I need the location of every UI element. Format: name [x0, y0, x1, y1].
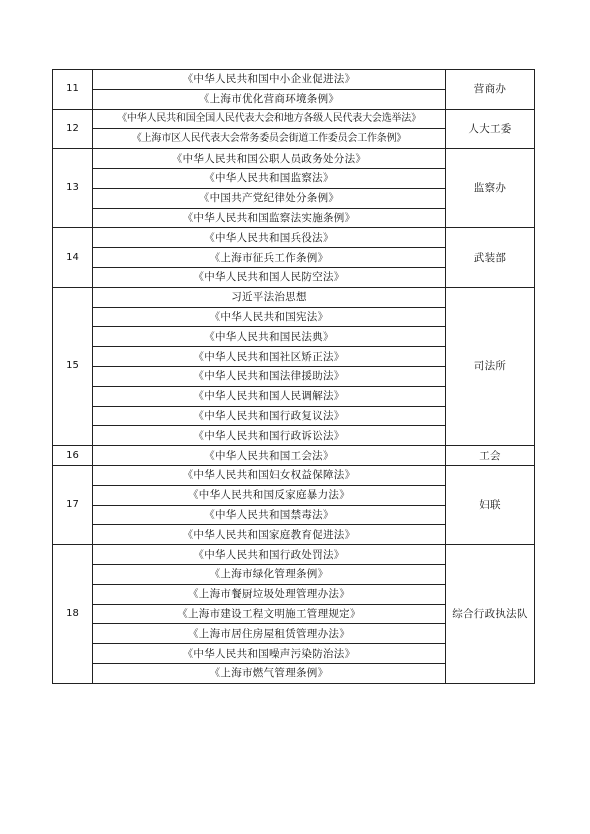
- law-name-cell: 《上海市优化营商环境条例》: [93, 89, 446, 109]
- law-name-cell: 《中华人民共和国行政处罚法》: [93, 545, 446, 565]
- table-row: [53, 228, 535, 248]
- law-name-cell: 《中华人民共和国噪声污染防治法》: [93, 644, 446, 664]
- item-number-cell: 11: [53, 70, 93, 110]
- responsible-department-cell: 武装部: [446, 228, 535, 287]
- responsible-department-cell: 综合行政执法队: [446, 545, 535, 684]
- item-number-cell: 17: [53, 465, 93, 544]
- item-number-cell: 15: [53, 287, 93, 445]
- law-name-cell: 《中华人民共和国行政诉讼法》: [93, 426, 446, 446]
- law-name-cell: 《上海市建设工程文明施工管理规定》: [93, 604, 446, 624]
- law-name-cell: 《中华人民共和国反家庭暴力法》: [93, 485, 446, 505]
- table-body: [53, 70, 535, 684]
- law-name-cell: 《上海市燃气管理条例》: [93, 663, 446, 683]
- law-name-cell: 《中华人民共和国家庭教育促进法》: [93, 525, 446, 545]
- law-name-cell: 《中华人民共和国法律援助法》: [93, 366, 446, 386]
- law-name-cell: 《中华人民共和国行政复议法》: [93, 406, 446, 426]
- item-number-cell: 16: [53, 446, 93, 466]
- law-name-cell: 《中华人民共和国社区矫正法》: [93, 347, 446, 367]
- law-name-cell: 《中国共产党纪律处分条例》: [93, 188, 446, 208]
- law-name-cell: 《中华人民共和国工会法》: [93, 446, 446, 466]
- item-number-cell: 18: [53, 545, 93, 684]
- table-row: [53, 465, 535, 485]
- law-name-cell: 《中华人民共和国监察法实施条例》: [93, 208, 446, 228]
- responsible-department-cell: 监察办: [446, 149, 535, 228]
- item-number-cell: 14: [53, 228, 93, 287]
- table-row: [53, 109, 535, 129]
- law-name-cell: 《中华人民共和国中小企业促进法》: [93, 70, 446, 90]
- law-name-cell: 《上海市征兵工作条例》: [93, 248, 446, 268]
- law-name-cell: 《中华人民共和国人民调解法》: [93, 386, 446, 406]
- responsible-department-cell: 司法所: [446, 287, 535, 445]
- law-name-cell: 《上海市餐厨垃圾处理管理办法》: [93, 584, 446, 604]
- table-row: [53, 545, 535, 565]
- law-name-cell: 《中华人民共和国兵役法》: [93, 228, 446, 248]
- table-row: [53, 70, 535, 90]
- law-name-cell: 《中华人民共和国民法典》: [93, 327, 446, 347]
- table-row: [53, 149, 535, 169]
- law-name-cell: 《中华人民共和国监察法》: [93, 168, 446, 188]
- responsible-department-cell: 人大工委: [446, 109, 535, 149]
- law-responsibility-table: [52, 69, 535, 684]
- law-name-cell: 《中华人民共和国公职人员政务处分法》: [93, 149, 446, 169]
- law-name-cell: 《中华人民共和国全国人民代表大会和地方各级人民代表大会选举法》: [93, 109, 446, 129]
- responsible-department-cell: 妇联: [446, 465, 535, 544]
- law-name-cell: 习近平法治思想: [93, 287, 446, 307]
- item-number-cell: 13: [53, 149, 93, 228]
- table-row: [53, 446, 535, 466]
- law-name-cell: 《上海市绿化管理条例》: [93, 564, 446, 584]
- law-name-cell: 《中华人民共和国禁毒法》: [93, 505, 446, 525]
- law-name-cell: 《中华人民共和国人民防空法》: [93, 267, 446, 287]
- responsible-department-cell: 营商办: [446, 70, 535, 110]
- law-name-cell: 《中华人民共和国妇女权益保障法》: [93, 465, 446, 485]
- law-name-cell: 《上海市区人民代表大会常务委员会街道工作委员会工作条例》: [93, 129, 446, 149]
- responsible-department-cell: 工会: [446, 446, 535, 466]
- law-name-cell: 《中华人民共和国宪法》: [93, 307, 446, 327]
- table-row: [53, 287, 535, 307]
- item-number-cell: 12: [53, 109, 93, 149]
- law-name-cell: 《上海市居住房屋租赁管理办法》: [93, 624, 446, 644]
